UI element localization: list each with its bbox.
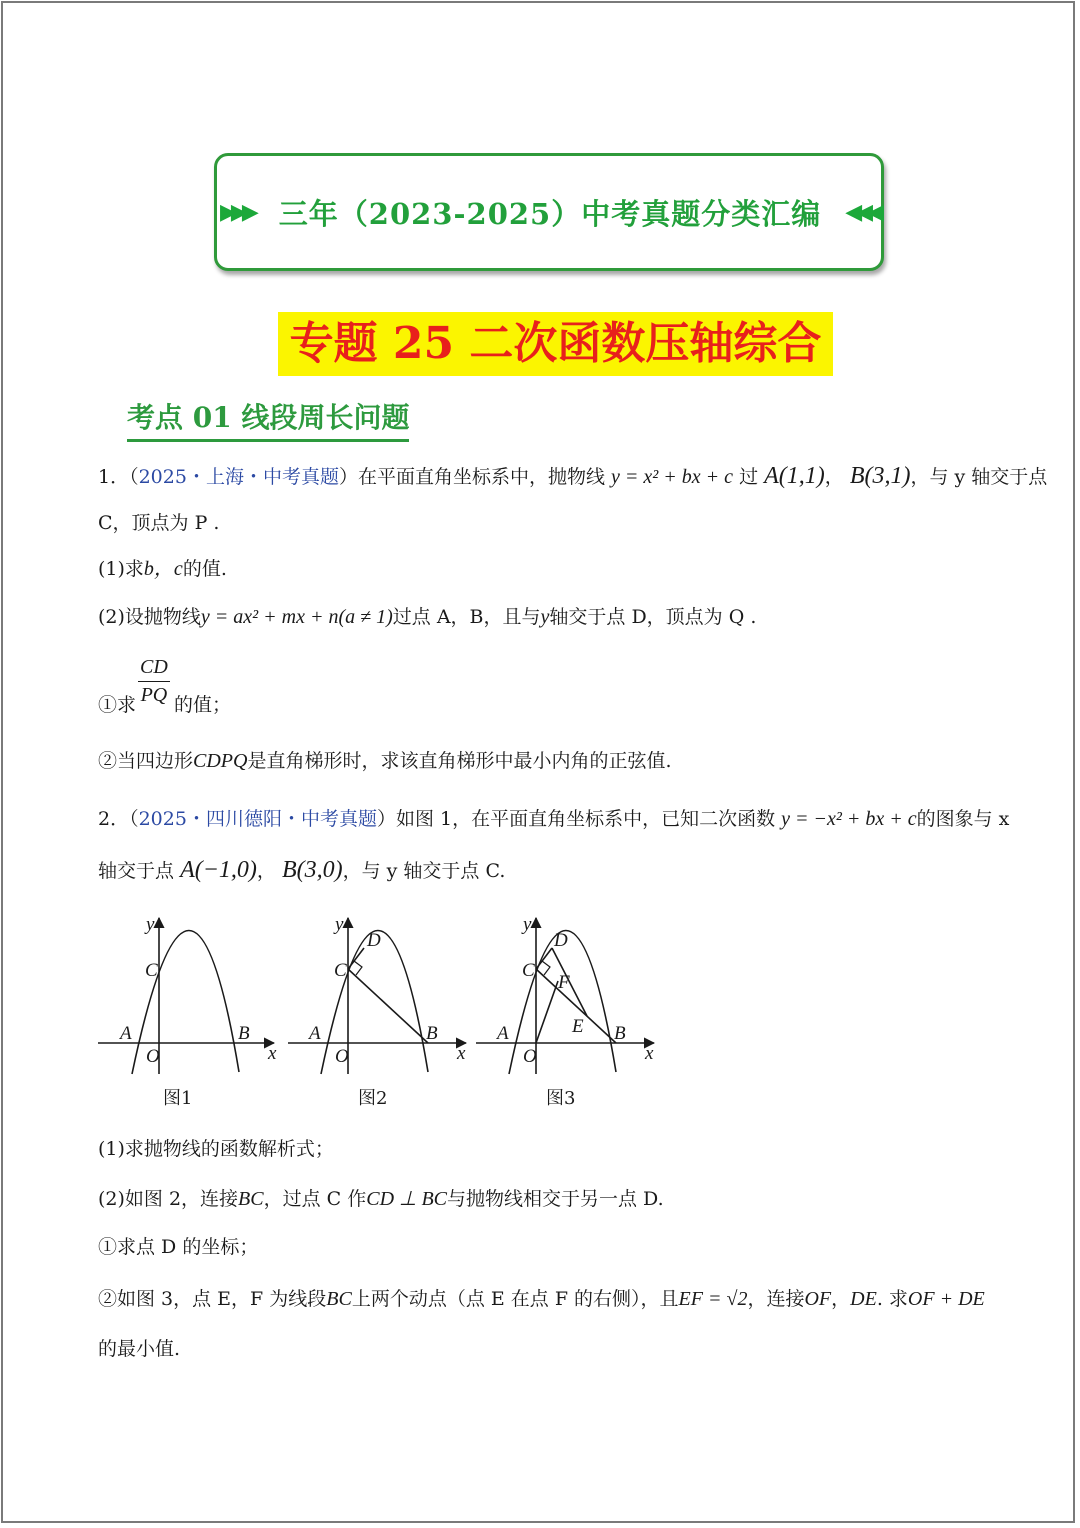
fig3-label-c: C [522,960,535,981]
p2-sub2-bc: BC [326,1288,352,1310]
p2-point-a: A(−1,0) [180,857,257,883]
p1-sub2-quad: CDPQ [193,750,248,772]
p2-sub2-expr: OF + DE [907,1288,985,1310]
p1-point-b: B(3,1) [849,463,911,489]
fig2-label-o: O [335,1046,349,1067]
p2-sub1: ①求点 D 的坐标； [98,1236,259,1258]
p2-sub2 [98,1284,985,1311]
p1-fraction-denominator: PQ [140,684,168,706]
p1-sub2-prefix: ②当四边形 [98,750,194,772]
fig2-caption: 图2 [358,1088,388,1109]
p2-sub2-mid: 上两个动点（点 E 在点 F 的右侧），且 [351,1288,679,1310]
figures [92,906,672,1116]
p1-q2-suffix: 轴交于点 D，顶点为 Q . [549,606,757,628]
fig1-label-b: B [238,1023,250,1044]
p1-source: 2025・上海・中考真题 [138,466,339,488]
p2-q2-mid: ，过点 C 作 [263,1188,367,1210]
fig2-segment-cd [348,948,364,969]
fig1-label-x: x [268,1043,277,1064]
p2-sub2-mid2: ，连接 [747,1288,805,1310]
fig2-label-d: D [367,930,381,951]
p1-q1-suffix: 的值. [182,558,227,580]
p2-point-b: B(3,0) [281,857,343,883]
p2-q2-prefix: (2)如图 2，连接 [98,1188,239,1210]
p2-function: y = −x² + bx + c [781,808,917,830]
fig2-right-angle-mark [354,961,362,975]
p1-intro: ）在平面直角坐标系中，抛物线 [338,466,605,488]
banner-right-arrows-icon: ◀◀◀ [845,199,878,225]
p2-line2-prefix: 轴交于点 [98,860,175,882]
fig1-label-c: C [145,960,158,981]
p2-intro: ）如图 1，在平面直角坐标系中，已知二次函数 [376,808,776,830]
p2-sub2-de: DE [850,1288,877,1310]
p1-sub1-prefix: ①求 [98,694,137,716]
fig3-label-b: B [614,1023,626,1044]
p2-q2-perp: CD ⊥ BC [366,1188,447,1210]
series-banner [214,153,884,271]
p2-line2: 轴交于点 A(−1,0)， B(3,0)，与 y 轴交于点 C. [98,857,506,883]
p1-q1 [98,552,227,581]
p1-passes: 过 [739,466,759,488]
fig1-label-o: O [146,1046,160,1067]
banner-title: 三年（2023-2025）中考真题分类汇编 [278,196,822,231]
fig3-caption: 图3 [546,1088,576,1109]
fig2-label-b: B [426,1023,438,1044]
fig3-label-f: F [558,972,570,993]
p2-last-line: 的最小值. [98,1338,181,1360]
fig3-label-o: O [523,1046,537,1067]
p2-sub2-seek: . 求 [876,1288,908,1310]
p1-q1-vars: b，c [143,558,183,580]
section-heading: 考点 01 线段周长问题 [127,396,409,442]
p2-q2-suffix: 与抛物线相交于另一点 D. [447,1188,664,1210]
topic-title: 专题 25 二次函数压轴综合 [278,312,833,376]
p1-sub2-suffix: 是直角梯形时，求该直角梯形中最小内角的正弦值. [247,750,672,772]
p1-q2-y: y [540,606,550,628]
p1-q2-prefix: (2)设抛物线 [98,606,201,628]
p2-sub2-ef: EF = √2 [678,1288,748,1310]
fig3-label-x: x [645,1043,654,1064]
p1-q2 [98,602,756,629]
p1-fraction-numerator: CD [138,656,170,682]
p1-point-a: A(1,1) [764,463,825,489]
fig2-segment-cb [348,969,428,1043]
p2-intro-end: 的图象与 x [916,808,1010,830]
p1-yaxis-text: ，与 y 轴交于点 [910,466,1048,488]
p1-line1: 1．（2025・上海・中考真题）在平面直角坐标系中，抛物线 y = x² + bx + c 过 A(1,1)， B(3,1)，与 y 轴交于点 [98,463,1048,489]
p1-q2-mid: 过点 A，B，且与 [392,606,541,628]
fig3-right-angle-mark [542,961,550,975]
p1-sub1-suffix: 的值； [174,694,232,716]
p1-q2-parabola: y = ax² + mx + n(a ≠ 1) [200,606,393,628]
p2-sub2-prefix: ②如图 3，点 E，F 为线段 [98,1288,327,1310]
fig2-label-y: y [335,914,344,935]
p1-sub2 [98,746,672,773]
p1-number: 1．（ [98,466,139,488]
fig3-label-a: A [497,1023,509,1044]
fig3-segment-cd [536,948,552,969]
figure-1 [98,918,274,1074]
banner-left-arrows-icon: ▶▶▶ [220,199,253,225]
fig3-label-y: y [523,914,532,935]
p1-q1-prefix: (1)求 [98,558,144,580]
p1-fraction [138,656,170,707]
fig1-label-a: A [120,1023,132,1044]
fig2-label-a: A [309,1023,321,1044]
p2-source: 2025・四川德阳・中考真题 [138,808,377,830]
p2-sub2-comma: ， [831,1288,851,1310]
fig3-segment-of [536,981,558,1043]
p2-sub2-of: OF [804,1288,832,1310]
p2-q2 [98,1184,664,1211]
fig1-label-y: y [146,914,155,935]
p2-q1: (1)求抛物线的函数解析式； [98,1138,334,1160]
fig2-label-c: C [334,960,347,981]
p2-number: 2．（ [98,808,139,830]
fig1-caption: 图1 [163,1088,193,1109]
p2-line2-suffix: ，与 y 轴交于点 C. [342,860,506,882]
fig3-label-d: D [554,930,568,951]
p2-line1 [98,804,1009,831]
p1-parabola: y = x² + bx + c [611,466,734,488]
fig3-label-e: E [572,1016,584,1037]
p1-line2: C，顶点为 P . [98,512,220,534]
p2-q2-bc: BC [238,1188,264,1210]
fig2-label-x: x [457,1043,466,1064]
